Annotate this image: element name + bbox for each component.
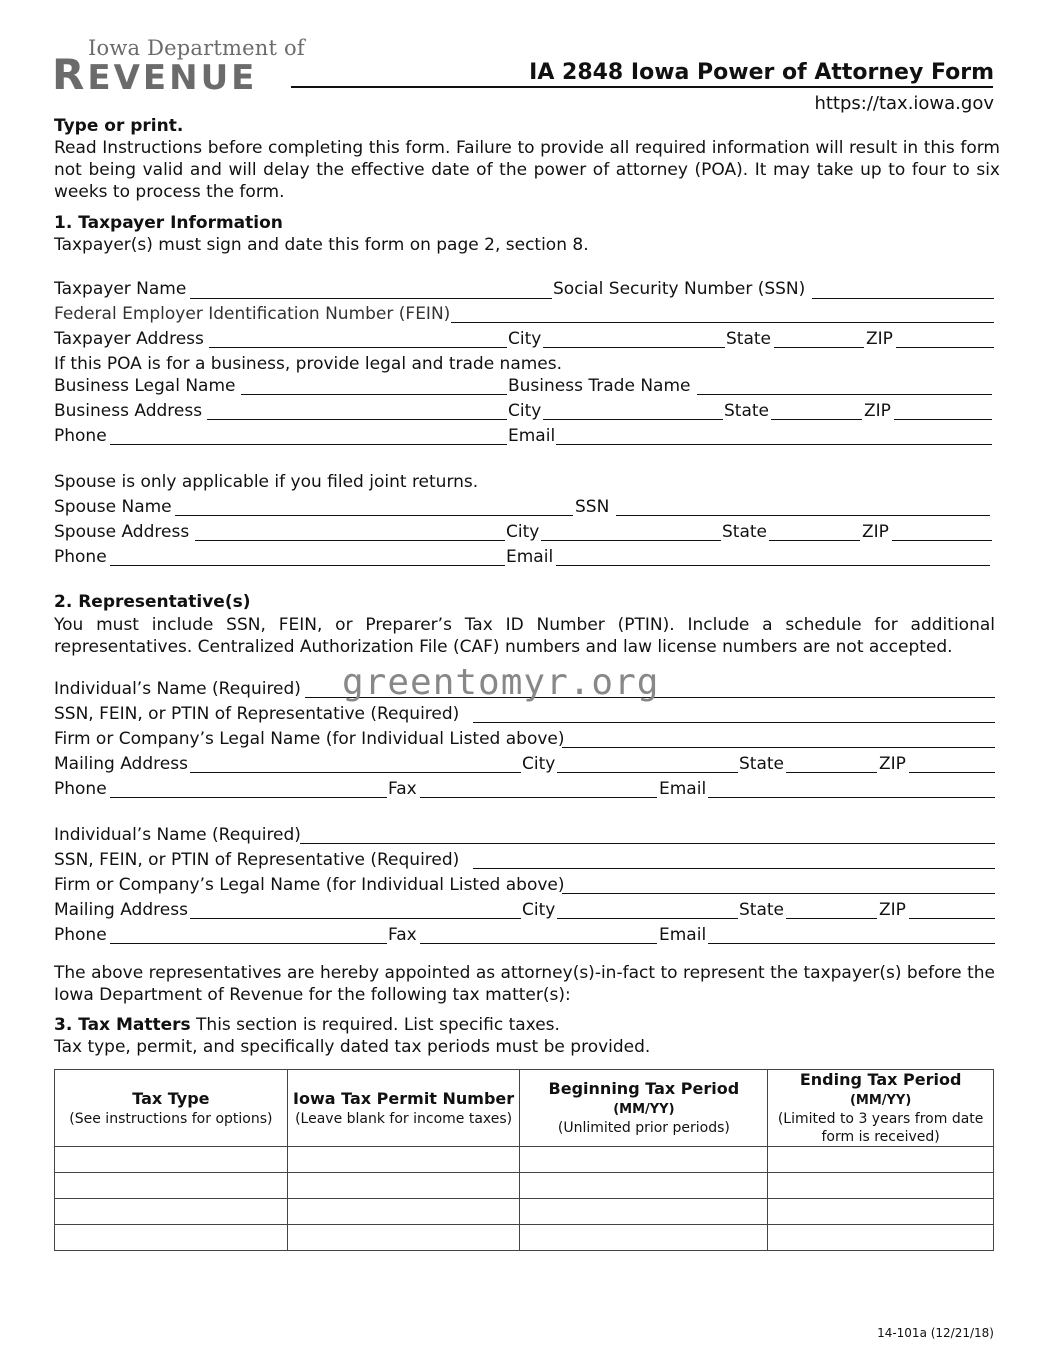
rep1-firm-field[interactable] <box>562 747 995 748</box>
table-cell[interactable] <box>55 1199 288 1225</box>
section2-heading: 2. Representative(s) <box>54 592 251 612</box>
logo-department-text: Iowa Department of <box>88 36 305 60</box>
spouse-email-label: Email <box>506 547 554 567</box>
business-city-label: City <box>508 401 542 421</box>
rep1-email-label: Email <box>659 779 707 799</box>
spouse-email-field[interactable] <box>556 565 990 566</box>
table-row <box>55 1199 994 1225</box>
rep1-id-field[interactable] <box>473 722 995 723</box>
taxpayer-address-field[interactable] <box>209 347 507 348</box>
rep1-state-field[interactable] <box>786 772 877 773</box>
section2-note: You must include SSN, FEIN, or Preparer’s Tax ID Number (PTIN). Include a schedule for additional representatives. Centralized Authorization File (CAF) numbers and law license numbers are not accepted. <box>54 615 995 657</box>
instructions-paragraph: Read Instructions before completing this form. Failure to provide all required information will result in this form not being valid and will delay the effective date of the power of attorney (POA). It may take up to four to six weeks to process the form. <box>54 138 1000 202</box>
taxpayer-zip-label: ZIP <box>866 329 893 349</box>
taxpayer-state-field[interactable] <box>774 347 864 348</box>
form-title: IA 2848 Iowa Power of Attorney Form <box>529 60 994 85</box>
rep2-mailing-label: Mailing Address <box>54 900 188 920</box>
spouse-phone-label: Phone <box>54 547 107 567</box>
watermark: greentomyr.org <box>342 662 660 703</box>
rep2-email-label: Email <box>659 925 707 945</box>
col-header-title: Ending Tax Period (MM/YY) <box>799 1070 962 1108</box>
rep1-fax-field[interactable] <box>420 797 657 798</box>
spouse-state-field[interactable] <box>769 540 860 541</box>
spouse-city-field[interactable] <box>541 540 721 541</box>
section1-note: Taxpayer(s) must sign and date this form on page 2, section 8. <box>54 235 589 255</box>
rep2-phone-label: Phone <box>54 925 107 945</box>
form-url: https://tax.iowa.gov <box>814 93 994 114</box>
col-header-title: Tax Type <box>132 1088 210 1108</box>
rep1-city-label: City <box>522 754 556 774</box>
rep2-id-label: SSN, FEIN, or PTIN of Representative (Required) <box>54 850 460 870</box>
tax-matters-table <box>54 1069 994 1251</box>
business-zip-label: ZIP <box>864 401 891 421</box>
rep1-city-field[interactable] <box>557 772 738 773</box>
table-cell[interactable] <box>520 1199 768 1225</box>
table-cell[interactable] <box>768 1147 994 1173</box>
rep1-id-label: SSN, FEIN, or PTIN of Representative (Required) <box>54 704 460 724</box>
rep1-phone-field[interactable] <box>110 797 387 798</box>
table-row <box>55 1173 994 1199</box>
business-state-label: State <box>724 401 769 421</box>
title-rule <box>291 86 993 88</box>
fein-field[interactable] <box>451 322 994 323</box>
rep1-phone-label: Phone <box>54 779 107 799</box>
business-legal-name-field[interactable] <box>241 394 507 395</box>
table-cell[interactable] <box>520 1225 768 1251</box>
rep2-phone-field[interactable] <box>110 943 387 944</box>
spouse-address-field[interactable] <box>195 540 505 541</box>
business-note: If this POA is for a business, provide legal and trade names. <box>54 354 563 374</box>
rep2-email-field[interactable] <box>708 943 995 944</box>
spouse-name-label: Spouse Name <box>54 497 172 517</box>
business-address-label: Business Address <box>54 401 203 421</box>
table-cell[interactable] <box>287 1199 520 1225</box>
rep1-zip-field[interactable] <box>909 772 995 773</box>
col-tax-type <box>55 1070 288 1147</box>
taxpayer-city-field[interactable] <box>543 347 725 348</box>
logo-revenue <box>52 50 257 99</box>
logo-revenue-rest: EVENUE <box>87 58 258 98</box>
rep1-zip-label: ZIP <box>879 754 906 774</box>
rep1-state-label: State <box>739 754 784 774</box>
rep1-name-label: Individual’s Name (Required) <box>54 679 301 699</box>
logo-revenue-initial: R <box>52 50 88 99</box>
taxpayer-phone-label: Phone <box>54 426 107 446</box>
col-header-sub: (Limited to 3 years from date form is received) <box>777 1111 984 1145</box>
rep2-state-field[interactable] <box>786 918 877 919</box>
business-legal-name-label: Business Legal Name <box>54 376 236 396</box>
spouse-ssn-field[interactable] <box>616 515 990 516</box>
taxpayer-email-label: Email <box>508 426 556 446</box>
business-city-field[interactable] <box>543 419 723 420</box>
col-beginning-period <box>520 1070 768 1147</box>
business-address-field[interactable] <box>207 419 507 420</box>
business-trade-name-label: Business Trade Name <box>508 376 691 396</box>
spouse-state-label: State <box>722 522 767 542</box>
rep1-fax-label: Fax <box>388 779 417 799</box>
spouse-ssn-label: SSN <box>575 497 610 517</box>
table-cell[interactable] <box>768 1199 994 1225</box>
table-cell[interactable] <box>520 1147 768 1173</box>
table-cell[interactable] <box>768 1225 994 1251</box>
business-trade-name-field[interactable] <box>697 394 992 395</box>
section3-required: This section is required. List specific taxes. <box>190 1015 560 1035</box>
section1-heading: 1. Taxpayer Information <box>54 213 283 233</box>
appointment-paragraph: The above representatives are hereby appointed as attorney(s)-in-fact to represent the taxpayer(s) before the Iowa Department of Revenue for the following tax matter(s): <box>54 963 995 1005</box>
table-cell[interactable] <box>768 1173 994 1199</box>
rep2-city-label: City <box>522 900 556 920</box>
form-number: 14-101a (12/21/18) <box>877 1326 994 1340</box>
table-row <box>55 1225 994 1251</box>
rep2-city-field[interactable] <box>557 918 738 919</box>
taxpayer-name-field[interactable] <box>190 298 552 299</box>
col-permit-number <box>287 1070 520 1147</box>
rep1-firm-label: Firm or Company’s Legal Name (for Individual Listed above) <box>54 729 565 749</box>
col-header-title: Beginning Tax Period (MM/YY) <box>548 1079 740 1117</box>
taxpayer-city-label: City <box>508 329 542 349</box>
spouse-zip-label: ZIP <box>862 522 889 542</box>
taxpayer-state-label: State <box>726 329 771 349</box>
type-or-print: Type or print. <box>54 116 184 136</box>
rep2-fax-label: Fax <box>388 925 417 945</box>
ssn-label: Social Security Number (SSN) <box>553 279 806 299</box>
taxpayer-address-label: Taxpayer Address <box>54 329 204 349</box>
section3-heading-line <box>54 1015 560 1035</box>
table-cell[interactable] <box>287 1147 520 1173</box>
rep2-zip-field[interactable] <box>909 918 995 919</box>
business-state-field[interactable] <box>771 419 862 420</box>
col-header-sub: (Leave blank for income taxes) <box>295 1110 513 1127</box>
rep2-id-field[interactable] <box>473 868 995 869</box>
table-cell[interactable] <box>287 1225 520 1251</box>
rep2-state-label: State <box>739 900 784 920</box>
table-cell[interactable] <box>55 1173 288 1199</box>
spouse-city-label: City <box>506 522 540 542</box>
spouse-zip-field[interactable] <box>892 540 992 541</box>
rep2-zip-label: ZIP <box>879 900 906 920</box>
col-header-sub: (See instructions for options) <box>69 1110 273 1127</box>
rep2-name-field[interactable] <box>300 843 995 844</box>
rep2-name-label: Individual’s Name (Required) <box>54 825 301 845</box>
taxpayer-email-field[interactable] <box>556 444 992 445</box>
taxpayer-zip-field[interactable] <box>896 347 994 348</box>
rep2-firm-field[interactable] <box>562 893 995 894</box>
rep2-fax-field[interactable] <box>420 943 657 944</box>
table-cell[interactable] <box>55 1147 288 1173</box>
col-ending-period <box>768 1070 994 1147</box>
section3-note: Tax type, permit, and specifically dated tax periods must be provided. <box>54 1037 651 1057</box>
rep1-mailing-field[interactable] <box>190 772 521 773</box>
col-header-title: Iowa Tax Permit Number <box>293 1088 515 1108</box>
ssn-field[interactable] <box>812 298 994 299</box>
col-header-sub: (Unlimited prior periods) <box>557 1120 730 1136</box>
business-zip-field[interactable] <box>894 419 992 420</box>
table-cell[interactable] <box>55 1225 288 1251</box>
rep1-mailing-label: Mailing Address <box>54 754 188 774</box>
section3-heading: 3. Tax Matters <box>54 1015 191 1035</box>
rep2-firm-label: Firm or Company’s Legal Name (for Individual Listed above) <box>54 875 565 895</box>
tax-matters-header-row <box>55 1070 994 1147</box>
spouse-note: Spouse is only applicable if you filed joint returns. <box>54 472 479 492</box>
table-row <box>55 1147 994 1173</box>
taxpayer-phone-field[interactable] <box>110 444 507 445</box>
rep1-email-field[interactable] <box>708 797 995 798</box>
table-cell[interactable] <box>520 1173 768 1199</box>
fein-label: Federal Employer Identification Number (FEIN) <box>54 304 451 324</box>
spouse-address-label: Spouse Address <box>54 522 190 542</box>
spouse-phone-field[interactable] <box>110 565 505 566</box>
spouse-name-field[interactable] <box>175 515 573 516</box>
rep2-mailing-field[interactable] <box>190 918 521 919</box>
taxpayer-name-label: Taxpayer Name <box>54 279 187 299</box>
table-cell[interactable] <box>287 1173 520 1199</box>
